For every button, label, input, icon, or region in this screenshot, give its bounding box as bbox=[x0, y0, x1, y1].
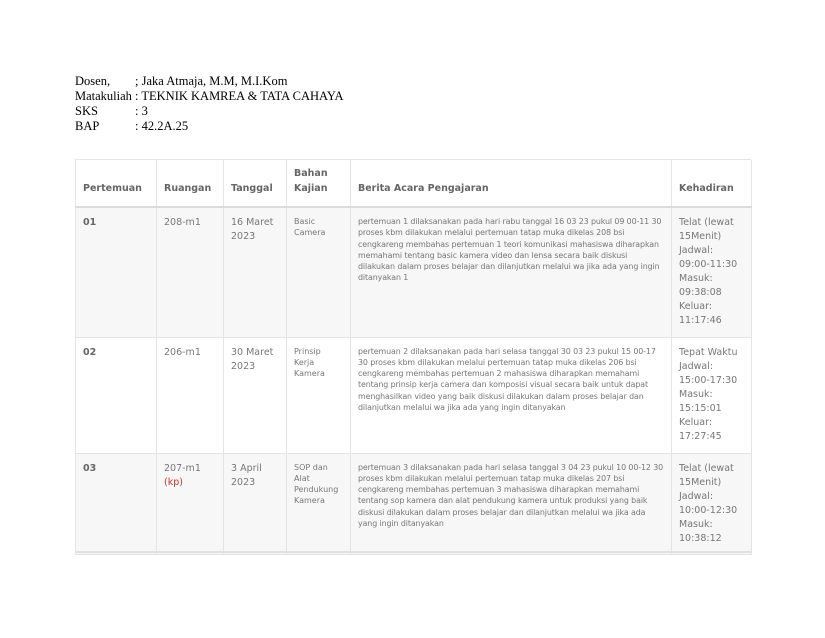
table-row bbox=[76, 337, 752, 453]
cell-kehadiran bbox=[672, 453, 752, 554]
cell-ruangan bbox=[157, 337, 224, 453]
header-row-dosen bbox=[75, 74, 344, 89]
table-bottom-rule bbox=[75, 551, 751, 553]
cell-ruangan bbox=[157, 207, 224, 337]
cell-tanggal: 3 April 2023 bbox=[224, 453, 287, 554]
kehadiran-masuk-value: 10:38:12 bbox=[679, 532, 722, 544]
kehadiran-status: Telat (lewat 15Menit) bbox=[679, 462, 734, 488]
cell-kehadiran bbox=[672, 207, 752, 337]
kehadiran-keluar-value: 11:17:46 bbox=[679, 315, 722, 326]
cell-bahan-kajian: Prinsip Kerja Kamera bbox=[287, 337, 351, 453]
table-row bbox=[76, 207, 752, 337]
column-header-ruangan: Ruangan bbox=[157, 160, 224, 207]
cell-tanggal: 16 Maret 2023 bbox=[224, 207, 287, 337]
header-label: Matakuliah bbox=[75, 89, 132, 103]
header-value: ; Jaka Atmaja, M.M, M.I.Kom bbox=[135, 74, 288, 88]
document-header bbox=[75, 74, 344, 134]
cell-tanggal: 30 Maret 2023 bbox=[224, 337, 287, 453]
table-header-row bbox=[76, 160, 752, 207]
kehadiran-masuk-value: 09:38:08 bbox=[679, 287, 722, 298]
kehadiran-masuk-label: Masuk: bbox=[679, 518, 713, 530]
header-value: : TEKNIK KAMREA & TATA CAHAYA bbox=[135, 89, 344, 103]
header-value: : 3 bbox=[135, 104, 148, 118]
cell-bahan-kajian: Basic Camera bbox=[287, 207, 351, 337]
bap-table bbox=[75, 160, 752, 555]
kehadiran-keluar-label: Keluar: bbox=[679, 301, 713, 312]
kehadiran-jadwal-label: Jadwal: bbox=[679, 245, 714, 256]
kehadiran-jadwal-label: Jadwal: bbox=[679, 490, 714, 502]
ruangan-text: 206-m1 bbox=[164, 346, 201, 358]
kehadiran-masuk-label: Masuk: bbox=[679, 273, 713, 284]
kehadiran-keluar-label: Keluar: bbox=[679, 416, 713, 428]
cell-ruangan bbox=[157, 453, 224, 554]
kehadiran-jadwal-value: 10:00-12:30 bbox=[679, 504, 738, 516]
cell-pertemuan: 03 bbox=[76, 453, 157, 554]
ruangan-text: 208-m1 bbox=[164, 217, 201, 228]
cell-berita-acara: pertemuan 1 dilaksanakan pada hari rabu tanggal 16 03 23 pukul 09 00-11 30 proses kbm dilakukan melalui pertemuan tatap muka dikelas 208 bsi cengkareng membahas pertemuan 1 teori komunikasi mahasiswa diharapkan memahami tentang basic kamera video dan lensa secara baik diskusi dilakukan dalam proses belajar dan dilanjutkan melalui wa jika ada yang ingin ditanyakan 1 bbox=[351, 207, 672, 337]
kehadiran-masuk-label: Masuk: bbox=[679, 388, 713, 400]
cell-pertemuan: 01 bbox=[76, 207, 157, 337]
cell-berita-acara: pertemuan 3 dilaksanakan pada hari selasa tanggal 3 04 23 pukul 10 00-12 30 proses kbm dilakukan melalui pertemuan tatap muka dikelas 207 bsi cengkareng membahas pertemuan 3 mahasiswa diharapkan memahami tentang sop kamera dan alat pendukung kamera untuk produksi yang baik diskusi dilakukan dalam proses belajar dan dilanjutkan melalui wa jika ada yang ingin ditanyakan bbox=[351, 453, 672, 554]
column-header-bahan-kajian: Bahan Kajian bbox=[287, 160, 351, 207]
kehadiran-keluar-value: 17:27:45 bbox=[679, 430, 722, 442]
kehadiran-jadwal-label: Jadwal: bbox=[679, 360, 714, 372]
header-row-sks bbox=[75, 104, 344, 119]
ruangan-text: 207-m1 bbox=[164, 462, 201, 474]
cell-bahan-kajian: SOP dan Alat Pendukung Kamera bbox=[287, 453, 351, 554]
column-header-berita-acara: Berita Acara Pengajaran bbox=[351, 160, 672, 207]
kehadiran-jadwal-value: 15:00-17:30 bbox=[679, 374, 738, 386]
ruangan-kp-tag: (kp) bbox=[164, 476, 183, 488]
table-row bbox=[76, 453, 752, 554]
header-label: BAP bbox=[75, 119, 100, 133]
cell-kehadiran bbox=[672, 337, 752, 453]
header-label: SKS bbox=[75, 104, 98, 118]
column-header-pertemuan: Pertemuan bbox=[76, 160, 157, 207]
header-row-matakuliah bbox=[75, 89, 344, 104]
header-value: : 42.2A.25 bbox=[135, 119, 189, 133]
column-header-kehadiran: Kehadiran bbox=[672, 160, 752, 207]
column-header-tanggal: Tanggal bbox=[224, 160, 287, 207]
cell-pertemuan: 02 bbox=[76, 337, 157, 453]
kehadiran-status: Tepat Waktu bbox=[679, 346, 738, 358]
cell-berita-acara: pertemuan 2 dilaksanakan pada hari selasa tanggal 30 03 23 pukul 15 00-17 30 proses kbm dilakukan melalui pertemuan tatap muka dikelas 206 bsi cengkareng membahas pertemuan 2 mahasiswa diharapkan memahami tentang prinsip kerja camera dan komposisi visual secara baik untuk dapat menghasilkan video yang baik diskusi dilakukan dalam proses belajar dan dilanjutkan melalui wa jika ada yang ingin ditanyakan bbox=[351, 337, 672, 453]
kehadiran-masuk-value: 15:15:01 bbox=[679, 402, 722, 414]
header-label: Dosen, bbox=[75, 74, 111, 88]
kehadiran-jadwal-value: 09:00-11:30 bbox=[679, 259, 738, 270]
header-row-bap bbox=[75, 119, 344, 134]
kehadiran-status: Telat (lewat 15Menit) bbox=[679, 217, 734, 242]
